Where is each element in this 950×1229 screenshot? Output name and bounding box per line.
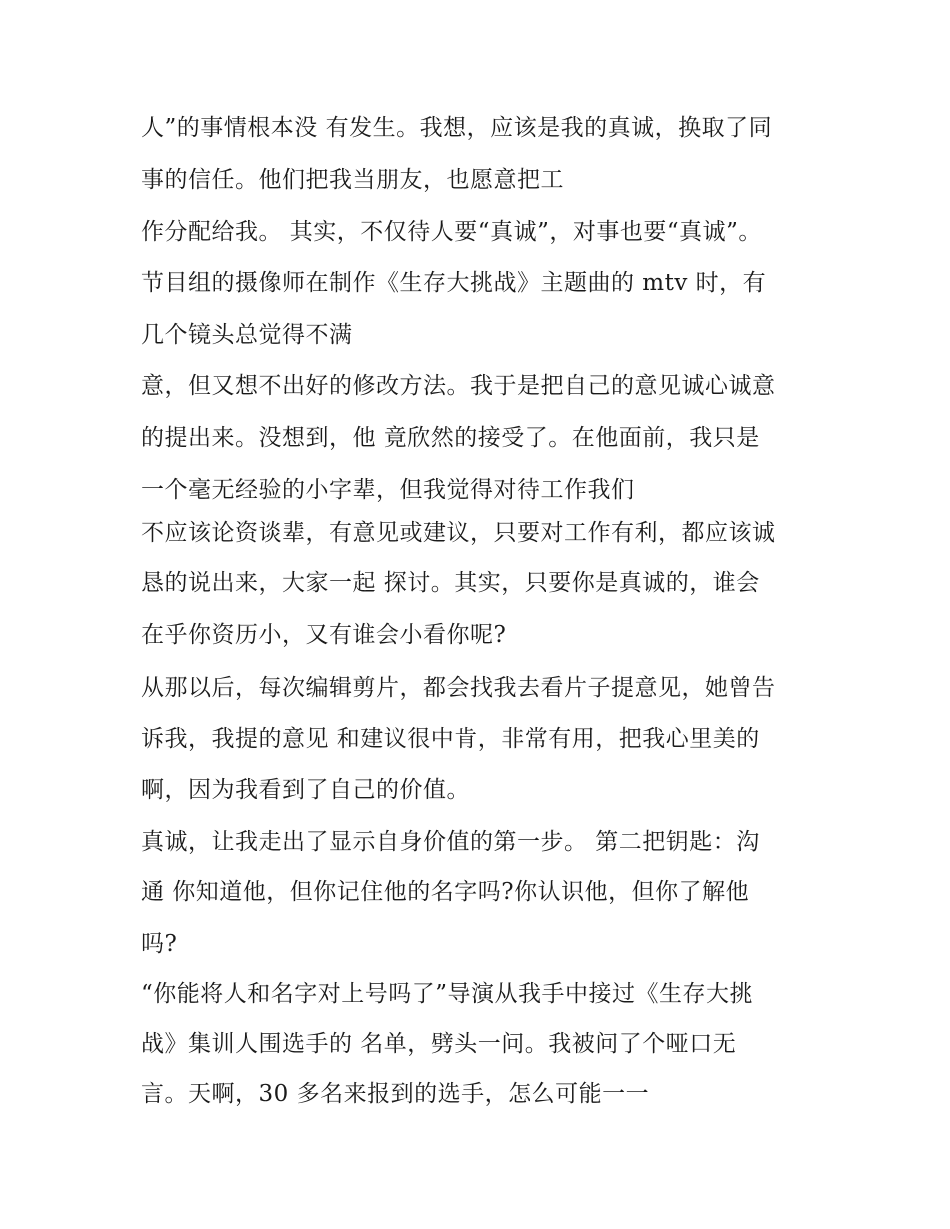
text-line: 的提出来。没想到，他 竟欣然的接受了。在他面前，我只是 bbox=[141, 425, 760, 451]
text-line: 不应该论资谈辈，有意见或建议，只要对工作有利，都应该诚 bbox=[141, 520, 776, 546]
text-line: 在乎你资历小，又有谁会小看你呢? bbox=[141, 622, 507, 648]
text-line: 通 你知道他，但你记住他的名字吗?你认识他，但你了解他 bbox=[141, 879, 750, 905]
text-line: 战》集训人围选手的 名单，劈头一问。我被问了个哑口无 bbox=[141, 1031, 737, 1057]
text-line: 几个镜头总觉得不满 bbox=[141, 322, 353, 348]
text-line: 作分配给我。 其实，不仅待人要“真诚”，对事也要“真诚”。 bbox=[141, 219, 762, 245]
text-line: 诉我，我提的意见 和建议很中肯，非常有用，把我心里美的 bbox=[141, 726, 760, 752]
text-line: 啊，因为我看到了自己的价值。 bbox=[141, 777, 470, 803]
text-line: 言。天啊，30 多名来报到的选手，怎么可能一一 bbox=[141, 1081, 650, 1107]
text-line: 恳的说出来，大家一起 探讨。其实，只要你是真诚的，谁会 bbox=[141, 570, 760, 596]
text-line: “你能将人和名字对上号吗了”导演从我手中接过《生存大挑 bbox=[141, 981, 754, 1007]
text-line: 节目组的摄像师在制作《生存大挑战》主题曲的 mtv 时，有 bbox=[141, 270, 767, 296]
text-line: 意，但又想不出好的修改方法。我于是把自己的意见诚心诚意 bbox=[141, 373, 776, 399]
text-line: 事的信任。他们把我当朋友，也愿意把工 bbox=[141, 167, 564, 193]
text-line: 真诚，让我走出了显示自身价值的第一步。 第二把钥匙：沟 bbox=[141, 829, 760, 855]
text-line: 吗? bbox=[141, 931, 178, 957]
text-line: 从那以后，每次编辑剪片，都会找我去看片子提意见，她曾告 bbox=[141, 675, 776, 701]
text-line: 人”的事情根本没 有发生。我想，应该是我的真诚，换取了同 bbox=[141, 115, 773, 141]
text-line: 一个毫无经验的小字辈，但我觉得对待工作我们 bbox=[141, 477, 635, 503]
